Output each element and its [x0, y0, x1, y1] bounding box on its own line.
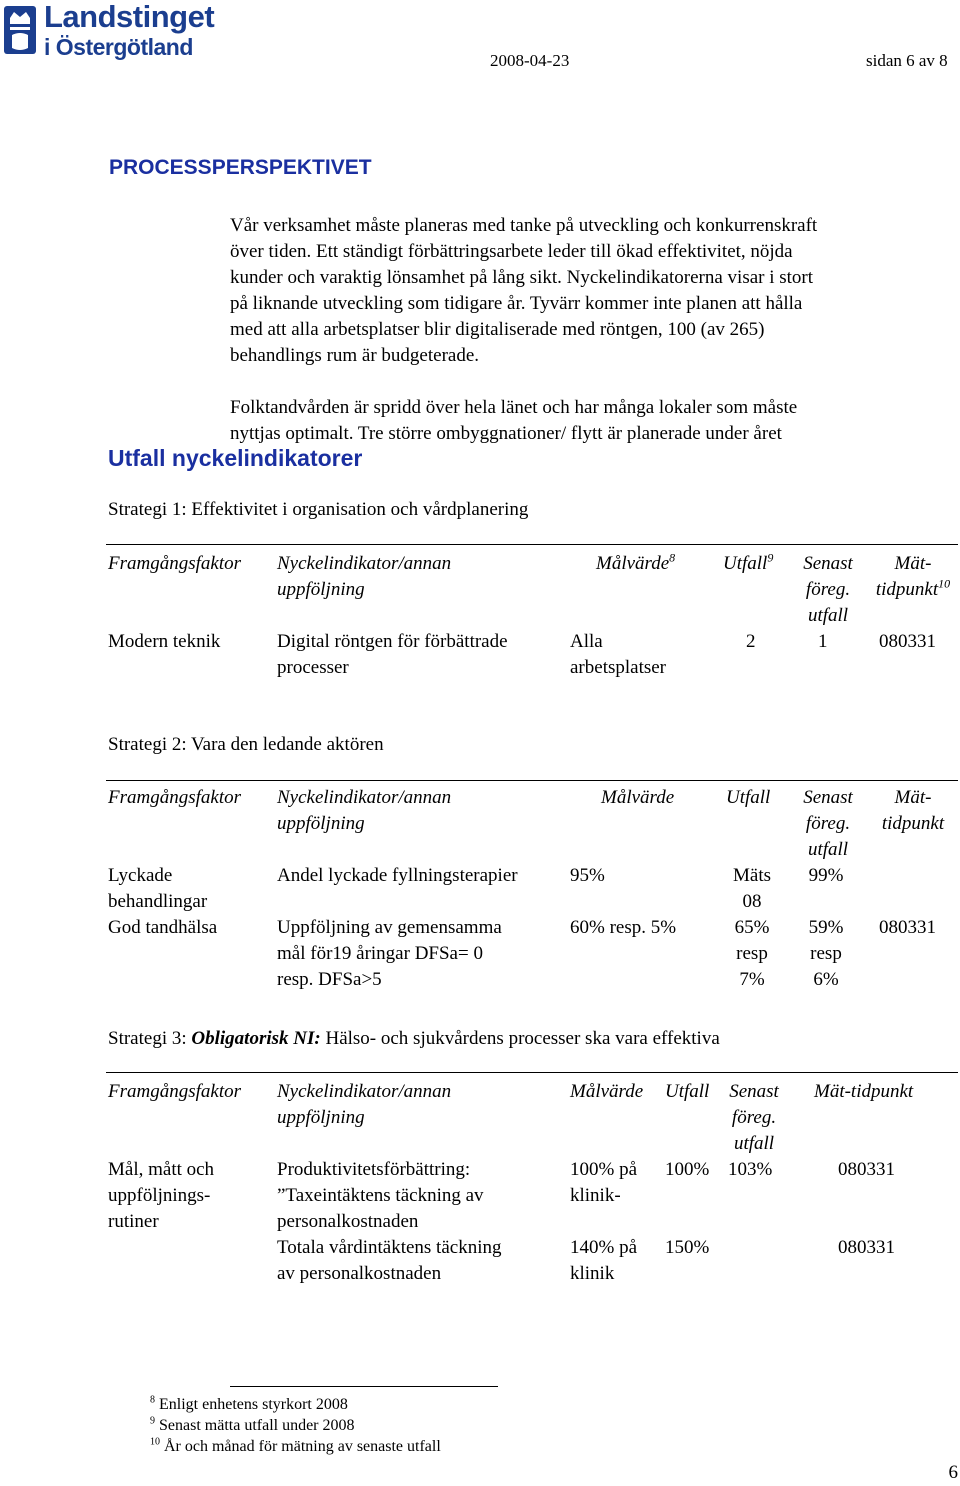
header-text: föreg. [805, 579, 851, 600]
utfall-heading: Utfall nyckelindikatorer [108, 445, 363, 471]
cell-mattidpunkt: 080331 [879, 631, 936, 652]
cell-text: personalkostnaden [277, 1211, 419, 1232]
header-nyckelindikator [277, 1079, 451, 1131]
header-date: 2008-04-23 [490, 51, 570, 70]
cell-text: resp [736, 943, 768, 964]
footnote-number: 10 [150, 1436, 160, 1448]
footnote [150, 1394, 441, 1415]
table-rule [106, 1072, 958, 1073]
header-text: utfall [807, 605, 849, 626]
cell-text: rutiner [108, 1211, 159, 1232]
cell-nyckelindikator [277, 629, 508, 681]
paragraph-line: på liknande utveckling som tidigare år. Tyvärr kommer inte planen att hålla [230, 293, 803, 314]
header-text: Mät- [894, 787, 932, 808]
footnote-ref: 8 [669, 550, 676, 565]
header-text: Senast [729, 1081, 779, 1102]
cell-framgangsfaktor [108, 863, 207, 915]
logo-text [44, 2, 214, 62]
cell-mattidpunkt: 080331 [838, 1159, 895, 1180]
cell-text: av personalkostnaden [277, 1263, 442, 1284]
header-text: uppföljning [277, 813, 365, 834]
header-utfall: Utfall [726, 787, 771, 808]
strategy-1-title: Strategi 1: Effektivitet i organisation och vårdplanering [108, 499, 529, 520]
header-senast [722, 1079, 786, 1157]
cell-text: Lyckade [108, 865, 173, 886]
paragraph-line: över tiden. Ett ständigt förbättringsarbete leder till ökad effektivitet, nöjda [230, 241, 793, 262]
cell-malvarde [570, 629, 666, 681]
cell-text: 6% [813, 969, 839, 990]
cell-text: 65% [734, 917, 770, 938]
paragraph-line: Folktandvården är spridd över hela länet och har många lokaler som måste [230, 397, 798, 418]
cell-text: Uppföljning av gemensamma [277, 917, 502, 938]
header-framgangsfaktor: Framgångsfaktor [108, 553, 241, 574]
cell-text: 59% [808, 917, 844, 938]
cell-text: 100% på [570, 1159, 638, 1180]
logo-line-2: i Östergötland [44, 34, 193, 60]
cell-nyckelindikator: Andel lyckade fyllningsterapier [277, 865, 518, 886]
cell-senast: 1 [818, 631, 828, 652]
page-number: 6 [948, 1462, 958, 1483]
cell-utfall [722, 915, 782, 993]
cell-text: 08 [742, 891, 762, 912]
strategy-2-title: Strategi 2: Vara den ledande aktören [108, 734, 384, 755]
footnote-text: Senast mätta utfall under 2008 [159, 1417, 355, 1434]
cell-senast: 99% [808, 865, 844, 886]
cell-nyckelindikator [277, 1157, 501, 1287]
cell-malvarde: 95% [570, 865, 605, 886]
cell-text: ”Taxeintäktens täckning av [277, 1185, 484, 1206]
title-text: Hälso- och sjukvårdens processer ska vara effektiva [320, 1028, 720, 1049]
cell-text: mål för19 åringar DFSa= 0 [277, 943, 483, 964]
logo-crown-icon [2, 4, 38, 56]
header-text: Mät- [894, 553, 932, 574]
cell-text: klinik [570, 1263, 615, 1284]
header-text: uppföljning [277, 579, 365, 600]
section-title: PROCESSPERSPEKTIVET [109, 156, 372, 179]
header-senast [796, 551, 860, 629]
cell-malvarde [570, 1235, 637, 1287]
footnote-number: 9 [150, 1415, 155, 1427]
header-text: föreg. [731, 1107, 777, 1128]
logo-line-1: Landstinget [44, 0, 215, 34]
footnotes [150, 1394, 441, 1457]
header-utfall [723, 551, 773, 577]
header-text: Senast [803, 553, 853, 574]
header-framgangsfaktor: Framgångsfaktor [108, 1081, 241, 1102]
cell-text: resp. DFSa>5 [277, 969, 382, 990]
footnote [150, 1436, 441, 1457]
paragraph-line: med att alla arbetsplatser blir digitaliserade med röntgen, 100 (av 265) [230, 319, 765, 340]
cell-text: behandlingar [108, 891, 208, 912]
header-text: Utfall [723, 553, 768, 574]
cell-mattidpunkt: 080331 [838, 1237, 895, 1258]
header-text: Senast [803, 787, 853, 808]
cell-utfall: 100% [665, 1159, 710, 1180]
title-text: Strategi 3: [108, 1028, 192, 1049]
header-malvarde: Målvärde [601, 787, 675, 808]
cell-text: 7% [739, 969, 765, 990]
header-text: Nyckelindikator/annan [277, 553, 452, 574]
strategy-3-title [108, 1026, 720, 1052]
cell-framgangsfaktor: God tandhälsa [108, 917, 218, 938]
footnote-text: År och månad för mätning av senaste utfall [164, 1438, 441, 1455]
table-rule [106, 544, 958, 545]
cell-text: Totala vårdintäktens täckning [277, 1237, 502, 1258]
footnote [150, 1415, 441, 1436]
paragraph-line: nyttjas optimalt. Tre större ombyggnationer/ flytt är planerade under året [230, 423, 782, 444]
header-text: tidpunkt [881, 813, 945, 834]
header-text: utfall [807, 839, 849, 860]
cell-nyckelindikator [277, 915, 502, 993]
cell-senast: 103% [728, 1159, 773, 1180]
cell-text: Produktivitetsförbättring: [277, 1159, 471, 1180]
cell-text: Digital röntgen för förbättrade [277, 631, 508, 652]
header-text: utfall [733, 1133, 775, 1154]
paragraph-line: Vår verksamhet måste planeras med tanke på utveckling och konkurrenskraft [230, 215, 818, 236]
cell-framgangsfaktor: Modern teknik [108, 631, 221, 652]
footnote-number: 8 [150, 1394, 155, 1406]
footnote-ref: 9 [767, 550, 774, 565]
cell-mattidpunkt: 080331 [879, 917, 936, 938]
footnote-ref: 10 [938, 576, 951, 591]
paragraph-line: kunder och varaktig lönsamhet på lång sikt. Nyckelindikatorerna visar i stort [230, 267, 814, 288]
header-utfall: Utfall [665, 1081, 710, 1102]
cell-text: Alla [570, 631, 603, 652]
cell-framgangsfaktor [108, 1157, 214, 1235]
cell-senast [796, 915, 856, 993]
header-mattidpunkt: Mät-tidpunkt [814, 1081, 914, 1102]
header-text: Nyckelindikator/annan [277, 787, 452, 808]
header-malvarde: Målvärde [570, 1081, 644, 1102]
header-mattidpunkt [866, 551, 960, 603]
cell-text: Mäts [733, 865, 771, 886]
title-emphasis: Obligatorisk NI: [191, 1028, 321, 1049]
header-mattidpunkt [866, 785, 960, 837]
cell-utfall [722, 863, 782, 915]
cell-text: klinik- [570, 1185, 621, 1206]
header-malvarde [596, 551, 675, 577]
second-paragraph [230, 395, 930, 447]
cell-malvarde: 60% resp. 5% [570, 917, 677, 938]
header-text: Målvärde [596, 553, 670, 574]
cell-text: 140% på [570, 1237, 638, 1258]
paragraph-line: behandlings rum är budgeterade. [230, 345, 480, 366]
cell-text: uppföljnings- [108, 1185, 211, 1206]
header-framgangsfaktor: Framgångsfaktor [108, 787, 241, 808]
cell-utfall: 2 [746, 631, 756, 652]
header-nyckelindikator [277, 551, 451, 603]
footnote-text: Enligt enhetens styrkort 2008 [159, 1396, 348, 1413]
header-nyckelindikator [277, 785, 451, 837]
header-senast [796, 785, 860, 863]
cell-text: arbetsplatser [570, 657, 667, 678]
cell-malvarde [570, 1157, 637, 1209]
header-text: Nyckelindikator/annan [277, 1081, 452, 1102]
cell-text: resp [810, 943, 842, 964]
header-text: tidpunkt [875, 579, 939, 600]
table-rule [106, 780, 958, 781]
header-text: uppföljning [277, 1107, 365, 1128]
header-page-info: sidan 6 av 8 [866, 51, 948, 70]
cell-utfall: 150% [665, 1237, 710, 1258]
header-text: föreg. [805, 813, 851, 834]
cell-text: processer [277, 657, 349, 678]
cell-text: Mål, mått och [108, 1159, 215, 1180]
footnote-separator [230, 1386, 498, 1387]
intro-paragraph [230, 213, 930, 369]
